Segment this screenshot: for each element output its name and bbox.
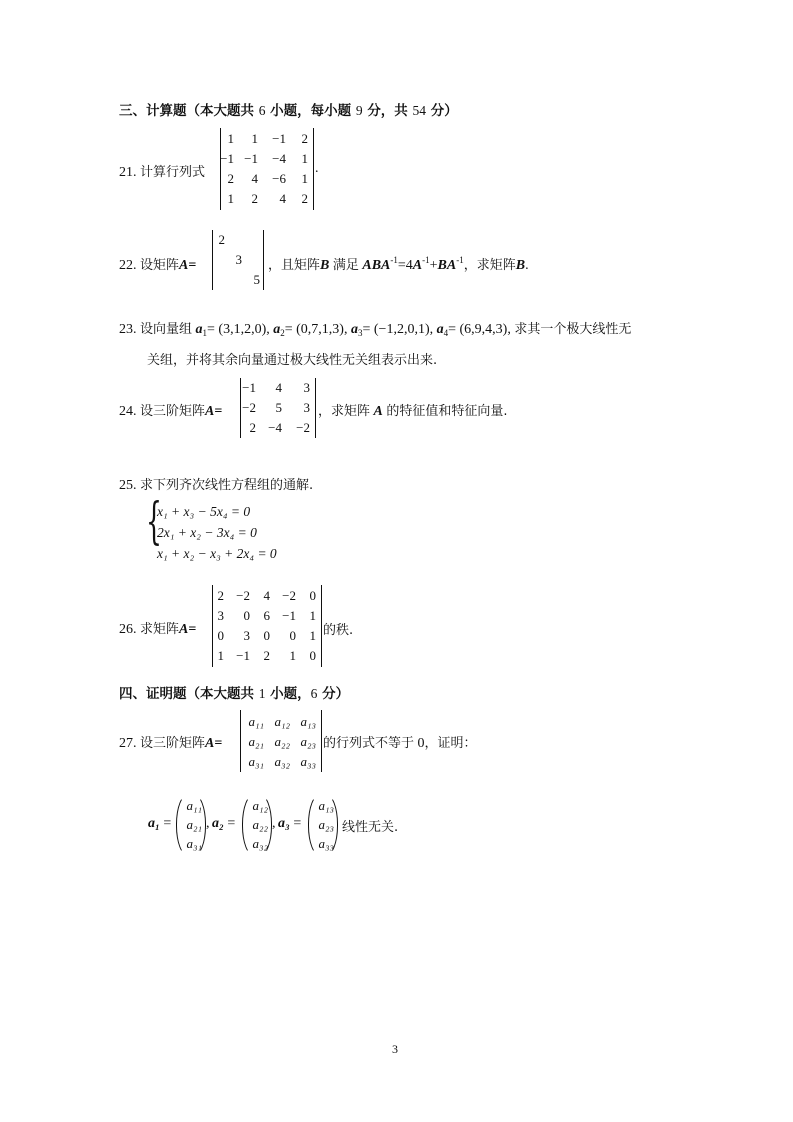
vector-a3-label: a₃ =	[278, 816, 302, 831]
q25-equation-3: x₁ + x₂ − x₃ + 2x₄ = 0	[157, 546, 277, 561]
q25-equation-2: 2x₁ + x₂ − 3x₄ = 0	[157, 525, 257, 540]
q23-line-2: 关组，并将其余向量通过极大线性无关组表示出来.	[147, 353, 438, 368]
q24-question: ，求矩阵 A 的特征值和特征向量.	[318, 404, 508, 419]
question-23: 23. 设向量组 $a_1= (3,1,2,0)$, $a_2= (0,7,1,3)$, $a_3= (-1,2,0,1)$, $a_4= (6,9,4,3)$, 求其一个极大线性无	[119, 322, 632, 338]
q27-conclusion: 线性无关.	[342, 820, 399, 835]
q27-condition: 的行列式不等于 0，证明：	[323, 736, 477, 751]
vector-a2-label: a₂ =	[212, 816, 236, 831]
page-number: 3	[392, 1042, 398, 1056]
q22-condition: ，且矩阵B 满足 $ABA^{-1}=4A^{-1}+BA^{-1}$，求矩阵B.	[268, 255, 529, 273]
question-22: 22. 设矩阵A=	[119, 258, 197, 273]
question-21: 21. 计算行列式	[119, 165, 206, 180]
question-25: 25. 求下列齐次线性方程组的通解.	[119, 478, 314, 493]
section-heading-proof: 四、证明题（本大题共 1 小题，6 分）	[119, 686, 350, 702]
question-27: 27. 设三阶矩阵A=	[119, 736, 223, 751]
vector-a1-label: a₁ =	[148, 816, 172, 831]
question-26: 26. 求矩阵A=	[119, 622, 197, 637]
q26-rank-text: 的秩.	[323, 623, 354, 638]
question-24: 24. 设三阶矩阵A=	[119, 404, 223, 419]
q21-period: .	[315, 161, 319, 176]
section-heading-calculation: 三、计算题（本大题共 6 小题，每小题 9 分，共 54 分）	[119, 103, 458, 119]
q25-brace: {	[146, 492, 162, 550]
q25-equation-1: x₁ + x₃ − 5x₄ = 0	[157, 504, 251, 519]
